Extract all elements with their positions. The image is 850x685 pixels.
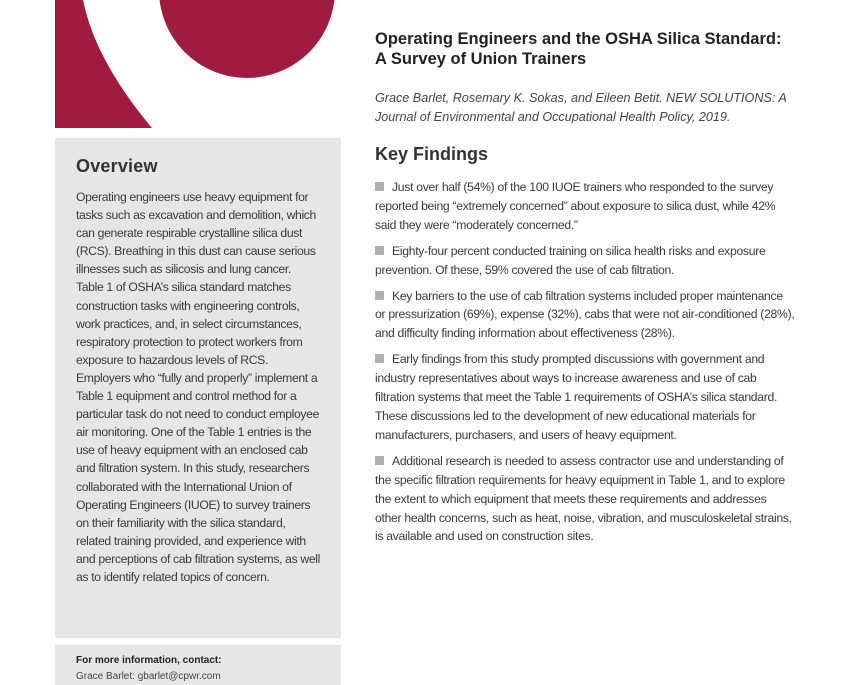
header-graphic bbox=[0, 0, 345, 130]
finding-text: Eighty-four percent conducted training on silica health risks and exposure prevention. Of these, 59% covered the use of cab filtration. bbox=[375, 243, 766, 277]
main-column bbox=[375, 30, 795, 553]
page-title: Operating Engineers and the OSHA Silica Standard: A Survey of Union Trainers bbox=[375, 30, 782, 68]
square-bullet-icon bbox=[375, 291, 384, 300]
key-findings-heading: Key Findings bbox=[375, 144, 489, 164]
finding-text: Early findings from this study prompted discussions with government and industry representatives about ways to increase awareness and use of cab filtration systems that meet the Table 1 requirements of OSHA’s silica standard. These discussions led to the development of new educational materials for manufacturers, purchasers, and users of heavy equipment. bbox=[375, 352, 778, 442]
contact-heading: For more information, contact: bbox=[76, 655, 222, 666]
square-bullet-icon bbox=[375, 182, 384, 191]
finding-item bbox=[375, 242, 795, 280]
finding-item bbox=[375, 452, 795, 547]
citation: Grace Barlet, Rosemary K. Sokas, and Eileen Betit. NEW SOLUTIONS: A Journal of Environmental and Occupational Health Policy, 2019. bbox=[375, 91, 787, 124]
overview-heading: Overview bbox=[76, 156, 158, 176]
overview-text: Operating engineers use heavy equipment for tasks such as excavation and demolition, which can generate respirable crystalline silica dust (RCS). Breathing in this dust can cause serious illnesses such as silicosis and lung cancer. Table 1 of OSHA’s silica standard matches construction tasks with engineering controls, work practices, and, in select circumstances, respiratory protection to protect workers from exposure to hazardous levels of RCS. Employers who “fully and properly” implement a Table 1 equipment and control method for a particular task do not need to conduct employee air monitoring. One of the Table 1 entries is the use of heavy equipment with an enclosed cab and filtration system. In this study, researchers collaborated with the International Union of Operating Engineers (IUOE) to survey trainers on their familiarity with the silica standard, related training provided, and experience with and perceptions of cab filtration systems, as well as to identify related topics of concern. bbox=[76, 190, 320, 584]
contact-panel bbox=[55, 645, 341, 685]
finding-text: Additional research is needed to assess contractor use and understanding of the specific filtration requirements for heavy equipment in Table 1, and to explore the extent to which equipment that meets these requirements and addresses other health concerns, such as heat, noise, vibration, and musculoskeletal strains, is available and used on construction sites. bbox=[375, 453, 792, 544]
finding-item bbox=[375, 350, 795, 445]
square-bullet-icon bbox=[375, 456, 384, 465]
finding-text: Key barriers to the use of cab filtration systems included proper maintenance or pressurization (69%), expense (32%), cabs that were not air-conditioned (28%), and difficulty finding information about effectiveness (28%). bbox=[375, 288, 795, 341]
finding-item bbox=[375, 178, 795, 235]
square-bullet-icon bbox=[375, 246, 384, 255]
contact-line: Grace Barlet: gbarlet@cpwr.com bbox=[76, 671, 221, 682]
square-bullet-icon bbox=[375, 354, 384, 363]
finding-text: Just over half (54%) of the 100 IUOE trainers who responded to the survey reported being “extremely concerned” about exposure to silica dust, while 42% said they were “moderately concerned.” bbox=[375, 180, 776, 232]
finding-item bbox=[375, 287, 795, 344]
overview-panel bbox=[55, 138, 341, 638]
key-findings-list bbox=[375, 178, 795, 546]
decorative-circle-graphic bbox=[0, 0, 345, 130]
